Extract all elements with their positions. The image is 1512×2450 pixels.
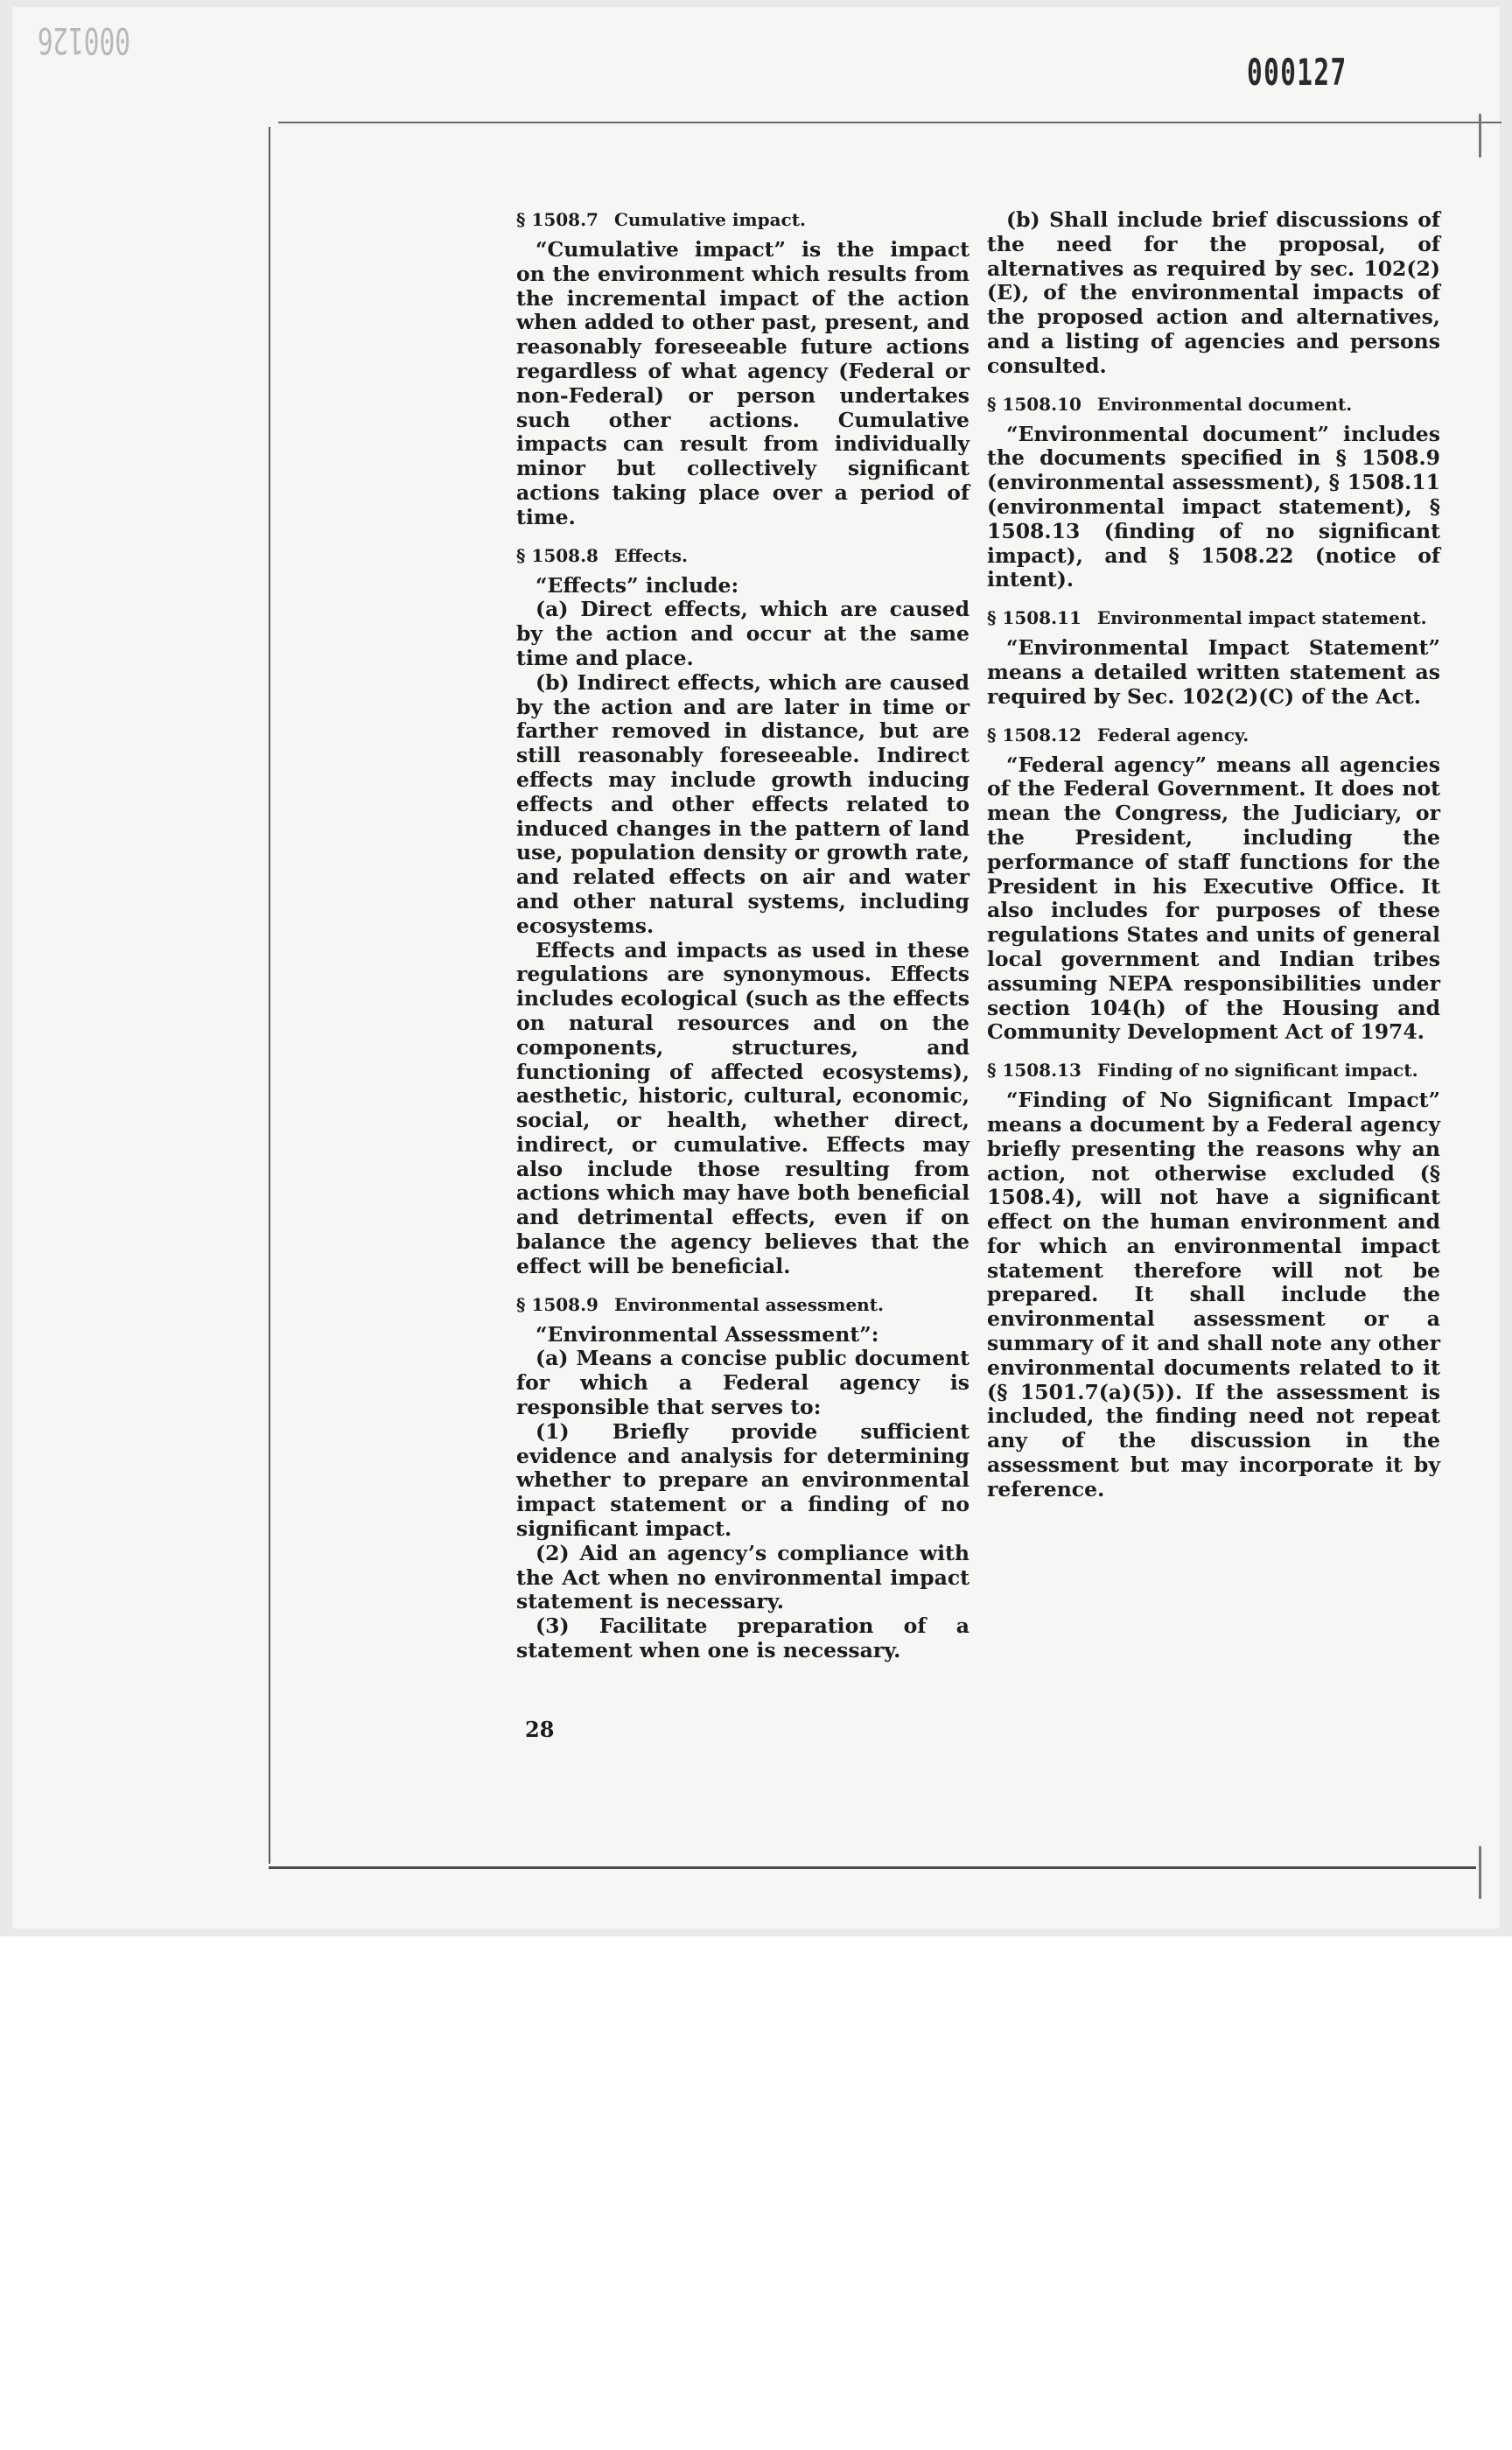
section-number: § 1508.11 bbox=[987, 607, 1082, 629]
paragraph: Effects and impacts as used in these regulations are synonymous. Effects includes ecological (such as the effects on natural resources and on the components, structures, and functioning of affected ecosystems), aesthetic, historic, cultural, economic, social, or health, whether direct, indirect, or cumulative. Effects may also include those resulting from actions which may have both beneficial and detrimental effects, even if on balance the agency believes that the effect will be beneficial. bbox=[516, 937, 970, 1278]
paragraph: “Federal agency” means all agencies of the Federal Government. It does not mean the Congress, the Judiciary, or the President, including the performance of staff functions for the President in his Executive Office. It also includes for purposes of these regulations States and units of general local government and Indian tribes assuming NEPA responsibilities under section 104(h) of the Housing and Community Development Act of 1974. bbox=[987, 752, 1440, 1045]
bates-stamp: 000127 bbox=[1247, 51, 1348, 94]
paragraph: “Effects” include: bbox=[536, 572, 739, 598]
section-heading bbox=[516, 544, 970, 567]
paragraph: (1) Briefly provide sufficient evidence and analysis for determining whether to prepare an environmental impact statement or a finding of no significant impact. bbox=[516, 1418, 970, 1542]
left-column bbox=[516, 208, 970, 1663]
section-title: Effects. bbox=[613, 544, 688, 566]
paragraph: “Cumulative impact” is the impact on the environment which results from the incremental impact of the action when added to other past, present, and reasonably foreseeable future actions regardless of what agency (Federal or non-Federal) or person undertakes such other actions. Cumulative impacts can result from individually minor but collectively significant actions taking place over a period of time. bbox=[516, 237, 970, 529]
section-number: § 1508.12 bbox=[987, 724, 1082, 746]
section-heading bbox=[987, 724, 1440, 746]
section-number: § 1508.7 bbox=[516, 209, 598, 230]
paragraph: (a) Direct effects, which are caused by the action and occur at the same time and place. bbox=[516, 597, 970, 670]
frame-mark-right-bottom bbox=[1479, 1846, 1481, 1899]
paragraph: (2) Aid an agency’s compliance with the Act when no environmental impact statement is necessary. bbox=[516, 1540, 970, 1614]
section-title: Cumulative impact. bbox=[613, 209, 806, 230]
section-title: Federal agency. bbox=[1096, 724, 1250, 746]
paragraph: “Environmental Impact Statement” means a detailed written statement as required by Sec. 102(2)(C) of the Act. bbox=[987, 635, 1440, 709]
page-number: 28 bbox=[525, 1717, 555, 1742]
paragraph: (a) Means a concise public document for which a Federal agency is responsible that serves to: bbox=[516, 1346, 970, 1420]
frame-line-left bbox=[269, 127, 270, 1864]
right-column bbox=[987, 208, 1440, 1502]
frame-line-bottom bbox=[269, 1866, 1476, 1869]
section-heading bbox=[987, 1059, 1440, 1082]
section-title: Environmental document. bbox=[1096, 393, 1353, 415]
frame-line-top bbox=[278, 122, 1502, 123]
section-title: Environmental impact statement. bbox=[1096, 607, 1427, 629]
paragraph: (b) Shall include brief discussions of the need for the proposal, of alternatives as required by sec. 102(2)(E), of the environmental impacts of the proposed action and alternatives, and a listing of agencies and persons consulted. bbox=[987, 207, 1440, 378]
paragraph: “Environmental Assessment”: bbox=[536, 1321, 879, 1347]
paragraph: (b) Indirect effects, which are caused by the action and are later in time or farther removed in distance, but are still reasonably foreseeable. Indirect effects may include growth inducing effects and other effects related to induced changes in the pattern of land use, population density or growth rate, and related effects on air and water and other natural systems, including ecosystems. bbox=[516, 669, 970, 938]
section-heading bbox=[987, 393, 1440, 416]
paragraph: “Finding of No Significant Impact” means a document by a Federal agency briefly presenting the reasons why an action, not otherwise excluded (§ 1508.4), will not have a significant effect on the human environment and for which an environmental impact statement therefore will not be prepared. It shall include the environmental assessment or a summary of it and shall note any other environmental documents related to it (§ 1501.7(a)(5)). If the assessment is included, the finding need not repeat any of the discussion in the assessment but may incorporate it by reference. bbox=[987, 1088, 1440, 1502]
frame-mark-right-top bbox=[1479, 114, 1481, 158]
paragraph: (3) Facilitate preparation of a statement when one is necessary. bbox=[516, 1614, 970, 1663]
paragraph: “Environmental document” includes the documents specified in § 1508.9 (environmental assessment), § 1508.11 (environmental impact statement), § 1508.13 (finding of no significant impact), and § 1508.22 (notice of intent). bbox=[987, 421, 1440, 592]
section-heading bbox=[516, 1293, 970, 1316]
section-heading bbox=[987, 606, 1440, 629]
section-number: § 1508.10 bbox=[987, 393, 1082, 415]
section-number: § 1508.8 bbox=[516, 544, 598, 566]
section-number: § 1508.9 bbox=[516, 1293, 598, 1315]
bleed-through-stamp: 000126 bbox=[37, 19, 130, 62]
section-title: Environmental assessment. bbox=[613, 1293, 884, 1315]
section-title: Finding of no significant impact. bbox=[1096, 1060, 1418, 1082]
section-number: § 1508.13 bbox=[987, 1060, 1082, 1082]
section-heading bbox=[516, 208, 970, 231]
